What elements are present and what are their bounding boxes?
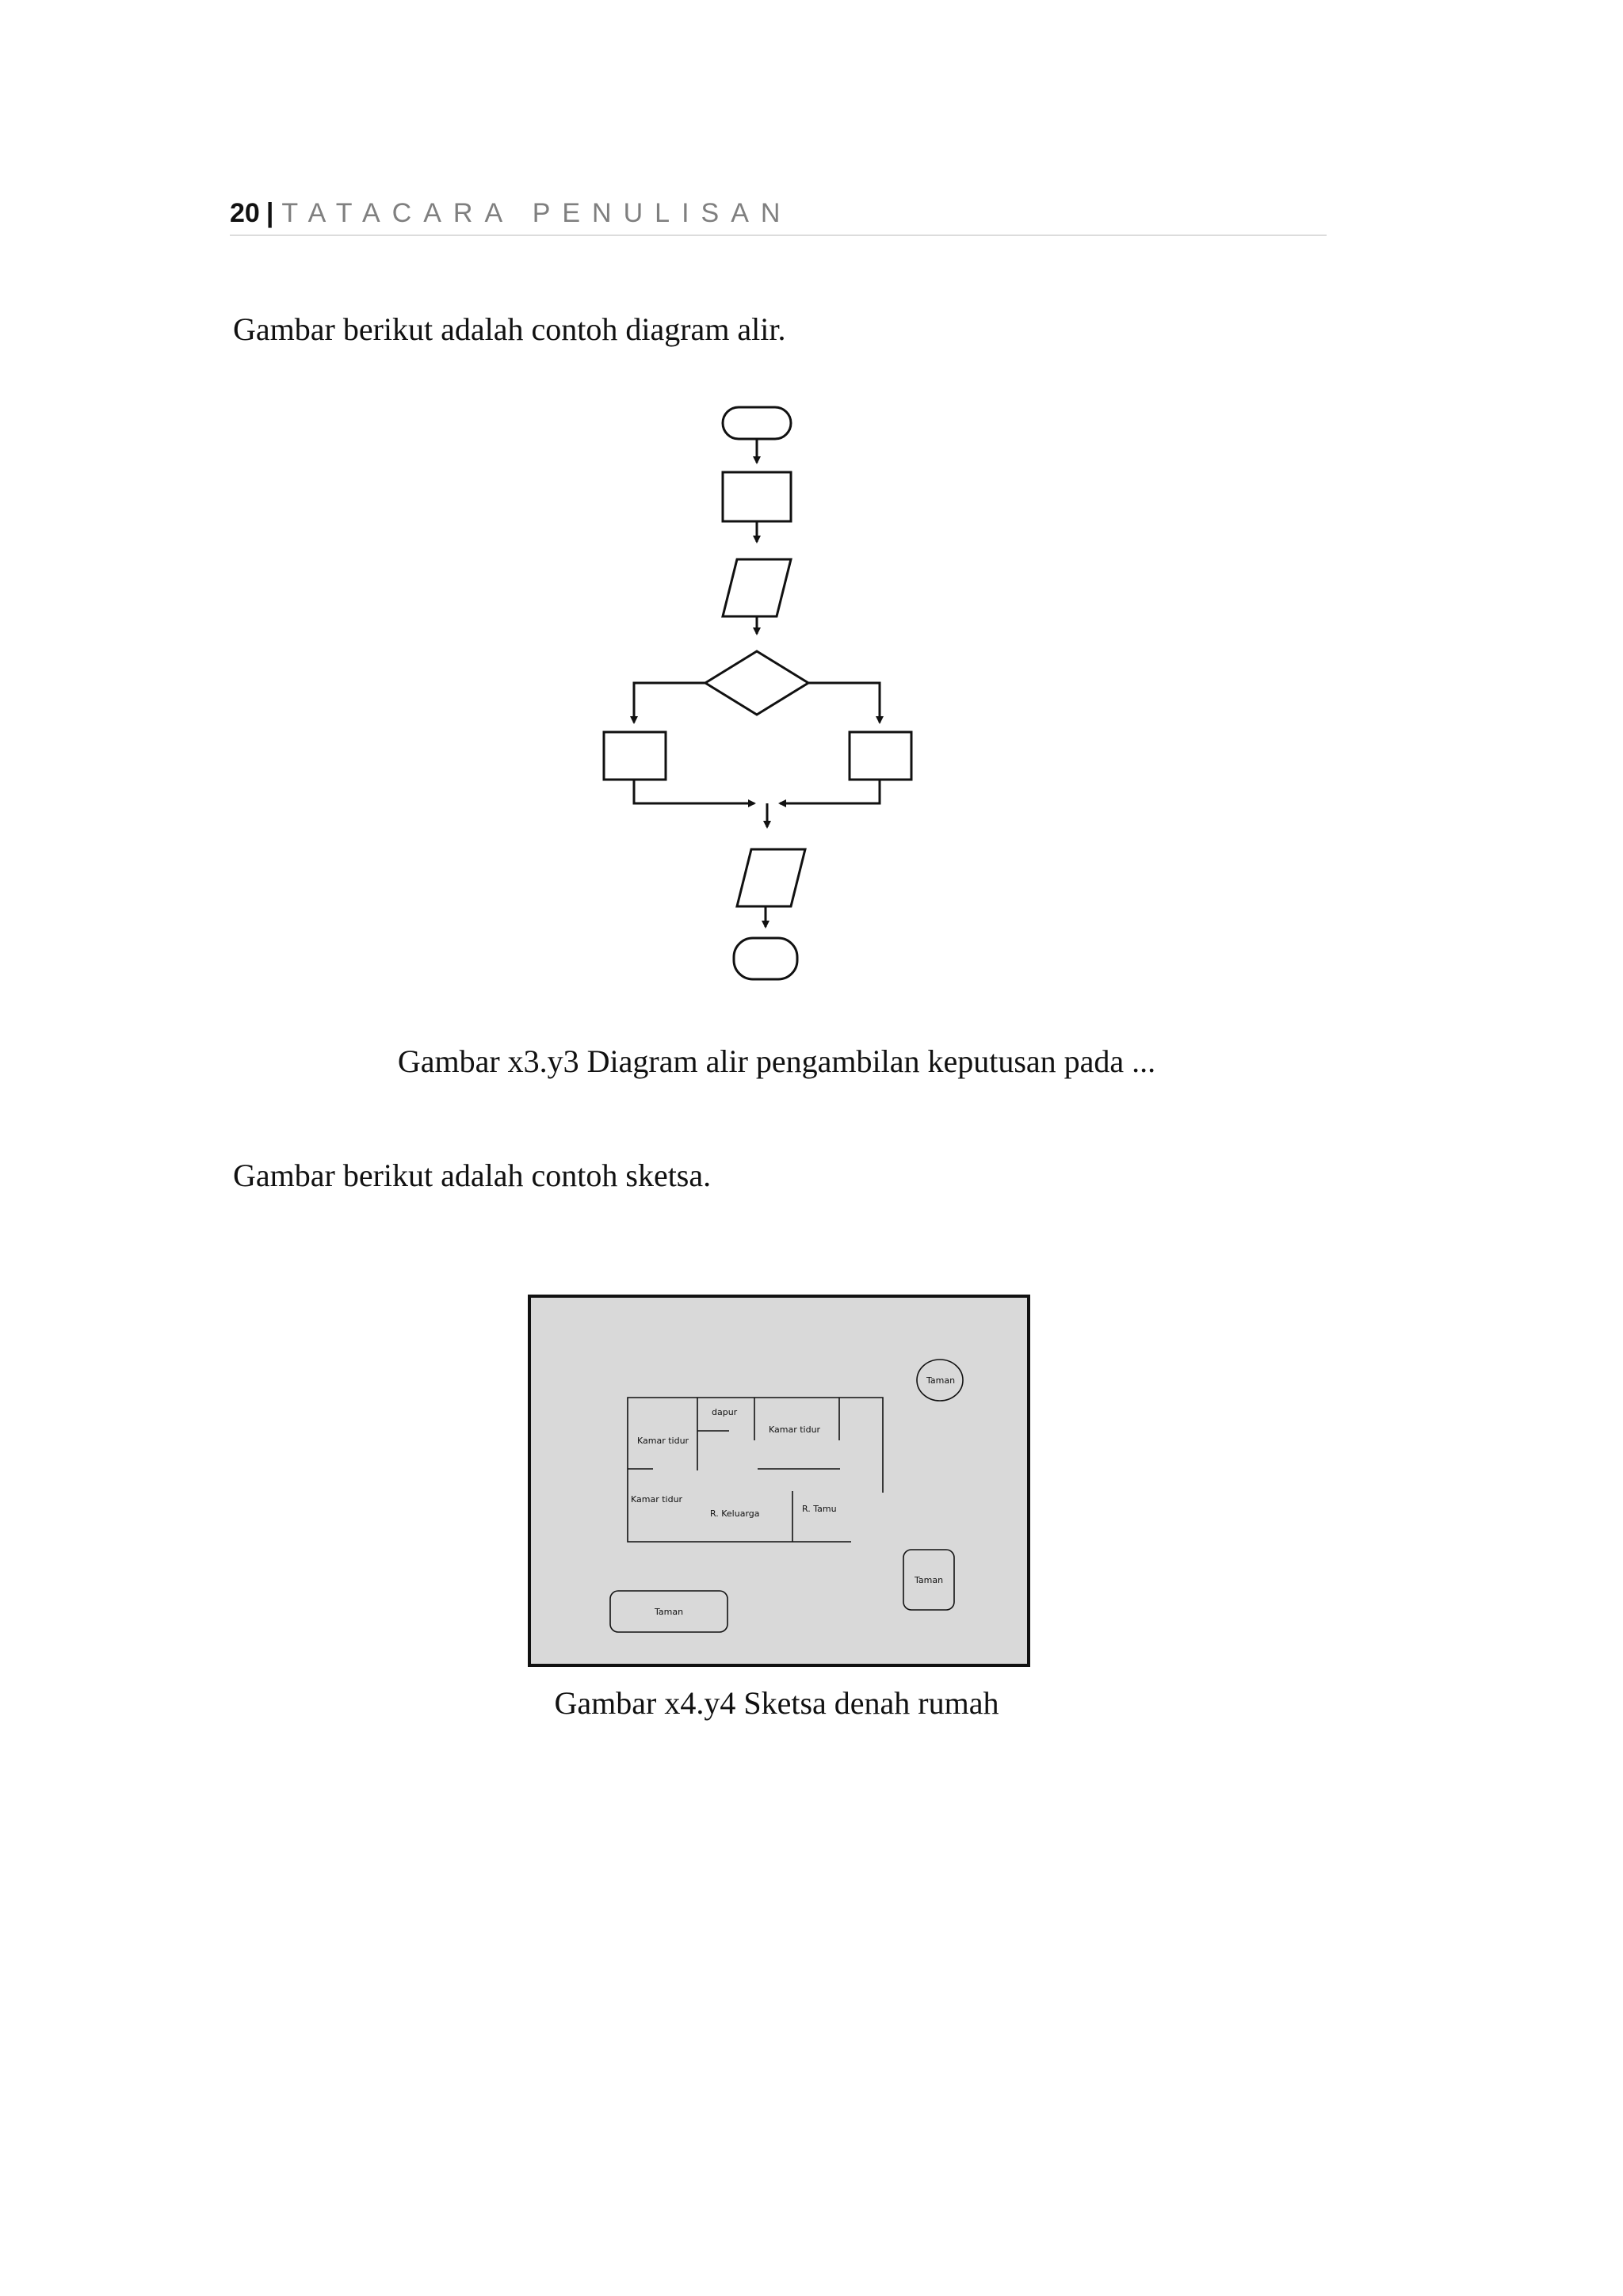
flowchart-branch-right: [808, 683, 880, 723]
label-taman-right: Taman: [915, 1575, 944, 1585]
flowchart-branch-left: [634, 683, 705, 723]
house-sketch-figure: [526, 1283, 1033, 1669]
flowchart-merge-right: [780, 780, 880, 803]
label-taman-circle: Taman: [926, 1375, 956, 1386]
flowchart-start-terminator: [723, 407, 791, 439]
flowchart-figure: [586, 396, 1014, 998]
label-kamar-tidur-3: Kamar tidur: [631, 1494, 683, 1505]
sketch-frame: [529, 1296, 1029, 1665]
flowchart-end-terminator: [734, 938, 797, 979]
header-separator: |: [265, 198, 274, 228]
flowchart-process-box-left: [604, 732, 666, 780]
flowchart-process-box-right: [850, 732, 911, 780]
label-dapur: dapur: [712, 1407, 738, 1417]
flowchart-output-parallelogram: [737, 849, 805, 906]
label-kamar-tidur-2: Kamar tidur: [769, 1425, 821, 1435]
label-taman-bottom: Taman: [655, 1607, 684, 1617]
running-title: TATACARA PENULISAN: [281, 198, 792, 228]
label-ruang-keluarga: R. Keluarga: [710, 1508, 760, 1519]
flowchart-input-parallelogram: [723, 559, 791, 616]
label-ruang-tamu: R. Tamu: [802, 1504, 837, 1514]
sketch-caption: Gambar x4.y4 Sketsa denah rumah: [554, 1685, 999, 1721]
page-header: [230, 192, 1327, 236]
page-number: 20: [230, 198, 260, 228]
intro-paragraph-flowchart: Gambar berikut adalah contoh diagram alir.: [233, 311, 786, 347]
flowchart-process-box: [723, 472, 791, 521]
flowchart-decision-diamond: [705, 651, 808, 715]
flowchart-merge-left: [634, 780, 754, 803]
flowchart-caption: Gambar x3.y3 Diagram alir pengambilan keputusan pada ...: [397, 1043, 1156, 1079]
label-kamar-tidur-1: Kamar tidur: [637, 1436, 689, 1446]
intro-paragraph-sketch: Gambar berikut adalah contoh sketsa.: [233, 1158, 712, 1193]
